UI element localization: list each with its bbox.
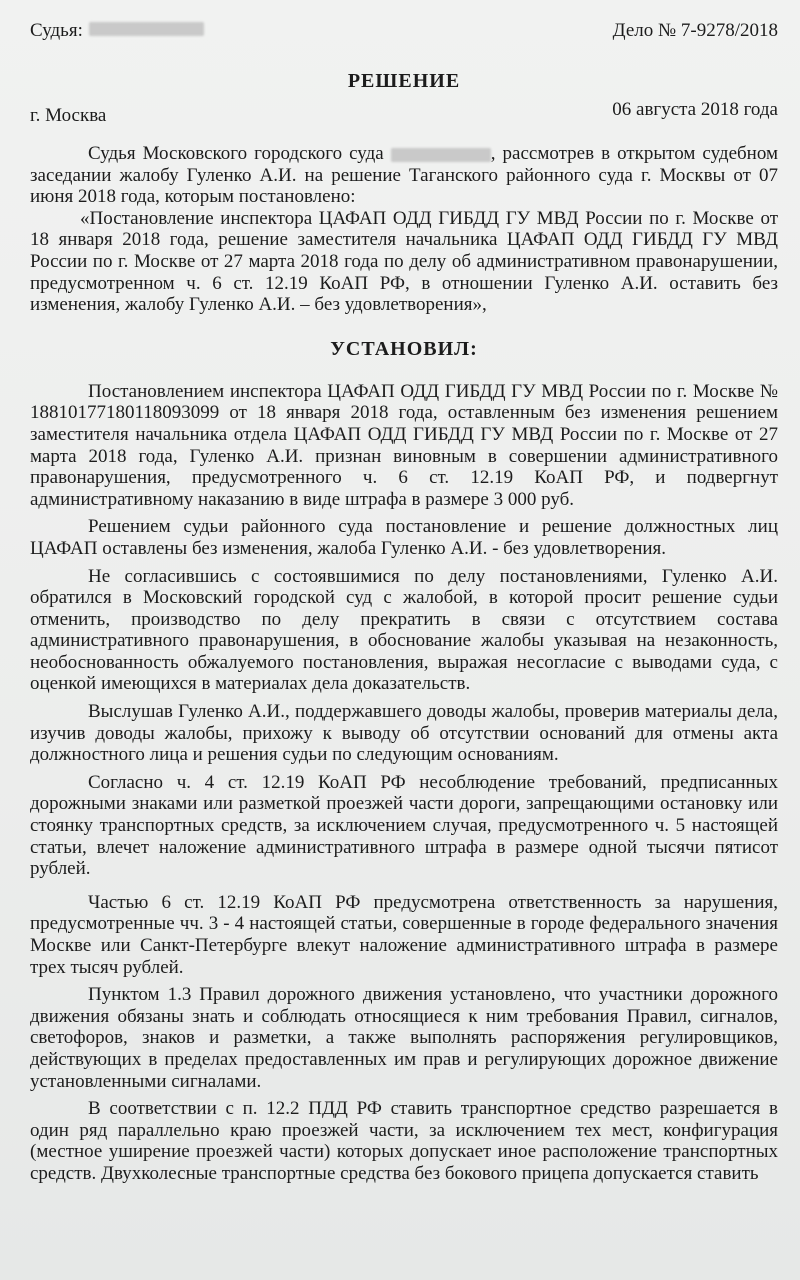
paragraph-5: Согласно ч. 4 ст. 12.19 КоАП РФ несоблюдение требований, предписанных дорожными знаками или разметкой проезжей части дороги, запрещающими остановку или стоянку транспортных средств, за исключением случая, предусмотренного ч. 5 настоящей статьи, влечет наложение административного штрафа в размере одной тысячи пятисот рублей.: [30, 771, 778, 880]
redacted-name: [391, 148, 491, 162]
judge-label: Судья:: [30, 20, 83, 41]
paragraph-1: Постановлением инспектора ЦАФАП ОДД ГИБДД ГУ МВД России по г. Москве № 18810177180118093099 от 18 января 2018 года, оставленным без изменения решением заместителя начальника отдела ЦАФАП ОДД ГИБДД ГУ МВД России по г. Москве от 27 марта 2018 года, Гуленко А.И. признан виновным в совершении административного правонарушения, предусмотренного ч. 6 ст. 12.19 КоАП РФ, и подвергнут административному наказанию в виде штрафа в размере 3 000 руб.: [30, 380, 778, 510]
intro-part-b: , рассмотрев в открытом судебном заседании жалобу Гуленко А.И. на решение Таганского районного суда г. Москвы от 07 июня 2018 года, которым постановлено:: [30, 143, 779, 208]
document-title: РЕШЕНИЕ: [347, 70, 461, 92]
paragraph-4: Выслушав Гуленко А.И., поддержавшего доводы жалобы, проверив материалы дела, изучив доводы жалобы, прихожу к выводу об отсутствии оснований для отмены акта должностного лица и решения судьи по следующим основаниям.: [30, 701, 778, 766]
section-heading: УСТАНОВИЛ:: [330, 337, 478, 360]
case-number: Дело № 7-9278/2018: [612, 20, 778, 41]
paragraph-8: В соответствии с п. 12.2 ПДД РФ ставить транспортное средство разрешается в один ряд параллельно краю проезжей части, за исключением тех мест, конфигурация (местное уширение проезжей части) которых допускает иное расположение транспортных средств. Двухколесные транспортные средства без бокового прицепа допускается ставить: [30, 1098, 778, 1184]
paragraph-3: Не согласившись с состоявшимися по делу постановлениями, Гуленко А.И. обратился в Московский городской суд с жалобой, в которой просит решение судьи отменить, производство по делу прекратить в связи с отсутствием состава административного правонарушения, в обоснование жалобы указывая на незаконность, необоснованность обжалуемого постановления, выражая несогласие с выводами суда, с оценкой имеющихся в материалах дела доказательств.: [30, 565, 778, 695]
redacted-name: [89, 22, 204, 36]
place-date-line: [30, 99, 778, 127]
paragraph-7: Пунктом 1.3 Правил дорожного движения установлено, что участники дорожного движения обязаны знать и соблюдать относящиеся к ним требования Правил, сигналов, светофоров, знаков и разметки, а также выполнять распоряжения регулировщиков, действующих в пределах предоставленных им прав и регулирующих дорожное движение установленными сигналами.: [30, 984, 778, 1092]
paragraph-6: Частью 6 ст. 12.19 КоАП РФ предусмотрена ответственность за нарушения, предусмотренные чч. 3 - 4 настоящей статьи, совершенные в городе федерального значения Москве или Санкт-Петербурге влекут наложение административного штрафа в размере трех тысяч рублей.: [30, 891, 778, 978]
judge-line: [30, 20, 204, 42]
paragraph-2: Решением судьи районного суда постановление и решение должностных лиц ЦАФАП оставлены без изменения, жалоба Гуленко А.И. - без удовлетворения.: [30, 516, 778, 559]
quote-paragraph: «Постановление инспектора ЦАФАП ОДД ГИБДД ГУ МВД России по г. Москве от 18 января 2018 года, решение заместителя начальника ЦАФАП ОДД ГИБДД ГУ МВД России по г. Москве от 27 марта 2018 года по делу об административном правонарушении, предусмотренном ч. 6 ст. 12.19 КоАП РФ, в отношении Гуленко А.И. оставить без изменения, жалобу Гуленко А.И. – без удовлетворения»,: [30, 207, 778, 316]
place: г. Москва: [30, 105, 107, 126]
intro-paragraph: [30, 143, 778, 208]
header: [30, 20, 778, 42]
intro-part-a: Судья Московского городского суда: [88, 143, 384, 164]
date: 06 августа 2018 года: [612, 99, 778, 120]
